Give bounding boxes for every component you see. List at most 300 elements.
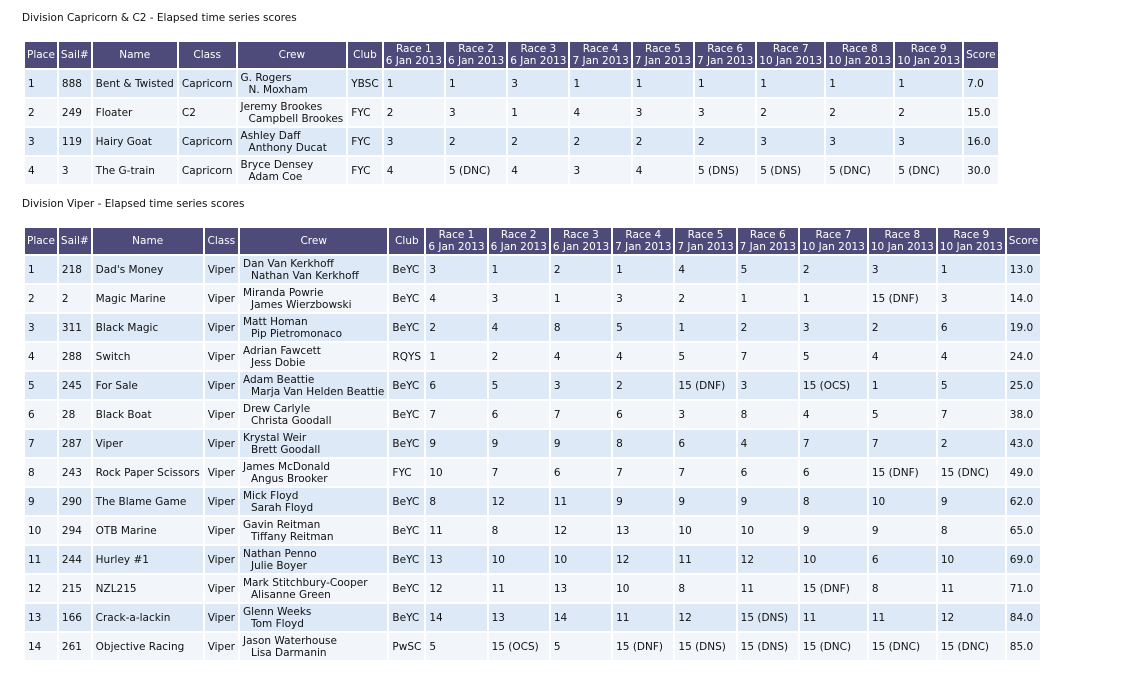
race-header: [800, 228, 867, 254]
race-header: [675, 228, 735, 254]
race-result-cell: 12: [489, 488, 549, 515]
sail-cell: 294: [59, 517, 91, 544]
race-result-cell: 3: [800, 314, 867, 341]
race-date: 10 Jan 2013: [897, 55, 961, 67]
race-result-cell: 5 (DNS): [757, 157, 824, 184]
crew-member: Tom Floyd: [251, 617, 304, 630]
race-result-cell: 5: [551, 633, 611, 660]
race-header: [695, 42, 755, 68]
race-result-cell: 9: [869, 517, 936, 544]
sail-header: Sail#: [59, 228, 91, 254]
race-result-cell: 3: [895, 128, 962, 155]
crew-member: Jess Dobie: [251, 356, 306, 369]
race-header: [738, 228, 798, 254]
race-label: Race 8: [841, 43, 878, 55]
table-row: [25, 459, 1040, 486]
crew-cell: [240, 517, 387, 544]
race-result-cell: 3: [508, 70, 568, 97]
race-label: Race 6: [707, 43, 744, 55]
race-label: Race 7: [772, 43, 809, 55]
class-cell: Viper: [205, 256, 238, 283]
table-row: [25, 401, 1040, 428]
table-body: [25, 256, 1040, 660]
race-result-cell: 8: [738, 401, 798, 428]
boat-name-cell: Hurley #1: [93, 546, 203, 573]
race-result-cell: 1: [938, 256, 1005, 283]
class-cell: Viper: [205, 372, 238, 399]
crew-cell: [240, 372, 387, 399]
race-result-cell: 2: [895, 99, 962, 126]
race-result-cell: 11: [613, 604, 673, 631]
crew-member: Adam Coe: [248, 170, 303, 183]
class-cell: Viper: [205, 343, 238, 370]
race-result-cell: 1: [869, 372, 936, 399]
crew-member: Tiffany Reitman: [251, 530, 334, 543]
race-result-cell: 1: [895, 70, 962, 97]
sail-cell: 28: [59, 401, 91, 428]
boat-name-cell: The G-train: [93, 157, 177, 184]
race-result-cell: 12: [675, 604, 735, 631]
club-cell: BeYC: [389, 604, 424, 631]
race-date: 10 Jan 2013: [939, 241, 1003, 253]
race-date: 7 Jan 2013: [615, 241, 672, 253]
club-cell: FYC: [389, 459, 424, 486]
race-result-cell: 2: [738, 314, 798, 341]
crew-member: Lisa Darmanin: [251, 646, 327, 659]
race-result-cell: 8: [426, 488, 486, 515]
club-cell: BeYC: [389, 372, 424, 399]
race-result-cell: 11: [938, 575, 1005, 602]
boat-name-cell: Viper: [93, 430, 203, 457]
class-cell: Viper: [205, 488, 238, 515]
sail-cell: 166: [59, 604, 91, 631]
score-cell: 24.0: [1007, 343, 1040, 370]
sail-cell: 261: [59, 633, 91, 660]
score-cell: 13.0: [1007, 256, 1040, 283]
race-label: Race 1: [395, 43, 432, 55]
class-cell: Capricorn: [179, 157, 236, 184]
boat-name-cell: The Blame Game: [93, 488, 203, 515]
race-result-cell: 6: [551, 459, 611, 486]
race-result-cell: 7: [738, 343, 798, 370]
race-result-cell: 15 (DNC): [869, 633, 936, 660]
crew-cell: [238, 157, 347, 184]
race-header: [938, 228, 1005, 254]
race-result-cell: 6: [869, 546, 936, 573]
race-result-cell: 1: [738, 285, 798, 312]
race-date: 7 Jan 2013: [677, 241, 734, 253]
table-row: [25, 343, 1040, 370]
race-header: [508, 42, 568, 68]
race-result-cell: 13: [613, 517, 673, 544]
crew-cell: [240, 314, 387, 341]
race-result-cell: 11: [800, 604, 867, 631]
race-result-cell: 1: [800, 285, 867, 312]
boat-name-cell: OTB Marine: [93, 517, 203, 544]
race-result-cell: 2: [570, 128, 630, 155]
score-cell: 49.0: [1007, 459, 1040, 486]
race-result-cell: 1: [446, 70, 506, 97]
class-header: Class: [179, 42, 236, 68]
boat-name-cell: Rock Paper Scissors: [93, 459, 203, 486]
place-cell: 1: [25, 70, 57, 97]
crew-cell: [238, 128, 347, 155]
race-date: 6 Jan 2013: [385, 55, 442, 67]
race-result-cell: 10: [675, 517, 735, 544]
table-row: [25, 488, 1040, 515]
table-row: [25, 633, 1040, 660]
race-result-cell: 7: [426, 401, 486, 428]
club-cell: BeYC: [389, 401, 424, 428]
race-result-cell: 2: [426, 314, 486, 341]
race-result-cell: 2: [446, 128, 506, 155]
race-result-cell: 4: [384, 157, 444, 184]
race-result-cell: 9: [613, 488, 673, 515]
score-cell: 16.0: [964, 128, 997, 155]
race-result-cell: 6: [489, 401, 549, 428]
club-cell: PwSC: [389, 633, 424, 660]
class-cell: Viper: [205, 633, 238, 660]
place-cell: 11: [25, 546, 57, 573]
race-date: 7 Jan 2013: [572, 55, 629, 67]
race-result-cell: 11: [675, 546, 735, 573]
table-row: [25, 604, 1040, 631]
race-result-cell: 5: [869, 401, 936, 428]
crew-skipper: Gavin Reitman: [243, 518, 321, 531]
race-result-cell: 10: [800, 546, 867, 573]
boat-name-cell: Hairy Goat: [93, 128, 177, 155]
crew-member: Anthony Ducat: [248, 141, 327, 154]
place-cell: 14: [25, 633, 57, 660]
table-header: [25, 228, 1040, 254]
race-result-cell: 3: [826, 128, 893, 155]
club-cell: BeYC: [389, 314, 424, 341]
race-result-cell: 15 (DNF): [869, 285, 936, 312]
place-cell: 10: [25, 517, 57, 544]
race-result-cell: 4: [551, 343, 611, 370]
race-result-cell: 9: [489, 430, 549, 457]
race-result-cell: 15 (DNS): [675, 633, 735, 660]
race-result-cell: 12: [613, 546, 673, 573]
race-result-cell: 2: [633, 128, 693, 155]
crew-member: Brett Goodall: [251, 443, 321, 456]
race-result-cell: 1: [613, 256, 673, 283]
place-cell: 8: [25, 459, 57, 486]
crew-cell: [240, 575, 387, 602]
race-result-cell: 1: [757, 70, 824, 97]
race-result-cell: 4: [675, 256, 735, 283]
race-result-cell: 7: [800, 430, 867, 457]
crew-skipper: Mark Stitchbury-Cooper: [243, 576, 368, 589]
race-result-cell: 5: [800, 343, 867, 370]
race-result-cell: 3: [446, 99, 506, 126]
boat-name-cell: Floater: [93, 99, 177, 126]
race-result-cell: 9: [938, 488, 1005, 515]
boat-name-cell: Dad's Money: [93, 256, 203, 283]
race-result-cell: 8: [551, 314, 611, 341]
crew-member: Pip Pietromonaco: [251, 327, 343, 340]
crew-cell: [240, 285, 387, 312]
club-cell: RQYS: [389, 343, 424, 370]
score-cell: 14.0: [1007, 285, 1040, 312]
sail-cell: 311: [59, 314, 91, 341]
race-result-cell: 3: [869, 256, 936, 283]
club-cell: FYC: [348, 128, 381, 155]
crew-cell: [240, 459, 387, 486]
table-header: [25, 42, 998, 68]
club-cell: BeYC: [389, 517, 424, 544]
crew-skipper: Ashley Daff: [240, 129, 301, 142]
race-result-cell: 7: [675, 459, 735, 486]
club-header: Club: [348, 42, 381, 68]
table-row: [25, 256, 1040, 283]
table-row: [25, 157, 998, 184]
place-cell: 12: [25, 575, 57, 602]
race-result-cell: 6: [738, 459, 798, 486]
race-result-cell: 3: [633, 99, 693, 126]
race-header: [551, 228, 611, 254]
crew-skipper: Bryce Densey: [240, 158, 314, 171]
club-header: Club: [389, 228, 424, 254]
race-date: 6 Jan 2013: [552, 241, 610, 253]
race-result-cell: 15 (DNC): [800, 633, 867, 660]
race-result-cell: 14: [426, 604, 486, 631]
race-result-cell: 12: [551, 517, 611, 544]
boat-name-cell: Magic Marine: [93, 285, 203, 312]
race-result-cell: 8: [613, 430, 673, 457]
sail-cell: 215: [59, 575, 91, 602]
division-viper-table: [23, 226, 1042, 662]
boat-name-cell: Black Boat: [93, 401, 203, 428]
crew-cell: [240, 488, 387, 515]
race-result-cell: 8: [938, 517, 1005, 544]
crew-cell: [240, 343, 387, 370]
race-date: 7 Jan 2013: [739, 241, 796, 253]
race-result-cell: 2: [869, 314, 936, 341]
class-cell: Viper: [205, 459, 238, 486]
race-result-cell: 15 (DNC): [938, 459, 1005, 486]
score-cell: 69.0: [1007, 546, 1040, 573]
crew-member: Julie Boyer: [251, 559, 308, 572]
table-row: [25, 285, 1040, 312]
crew-member: James Wierzbowski: [251, 298, 352, 311]
race-result-cell: 6: [675, 430, 735, 457]
table-row: [25, 372, 1040, 399]
class-cell: Viper: [205, 430, 238, 457]
crew-skipper: Glenn Weeks: [243, 605, 312, 618]
race-label: Race 3: [563, 229, 599, 241]
race-result-cell: 8: [869, 575, 936, 602]
club-cell: FYC: [348, 99, 381, 126]
crew-member: Christa Goodall: [251, 414, 332, 427]
sail-cell: 245: [59, 372, 91, 399]
race-result-cell: 3: [426, 256, 486, 283]
crew-member: Marja Van Helden Beattie: [251, 385, 385, 398]
division-capricorn-title: Division Capricorn & C2 - Elapsed time series scores: [22, 12, 297, 24]
race-result-cell: 3: [613, 285, 673, 312]
sail-cell: 244: [59, 546, 91, 573]
class-cell: Viper: [205, 575, 238, 602]
race-result-cell: 4: [738, 430, 798, 457]
race-result-cell: 7: [489, 459, 549, 486]
race-result-cell: 6: [938, 314, 1005, 341]
race-header: [384, 42, 444, 68]
race-result-cell: 10: [738, 517, 798, 544]
race-label: Race 4: [625, 229, 662, 241]
race-label: Race 7: [815, 229, 852, 241]
race-result-cell: 2: [800, 256, 867, 283]
crew-cell: [238, 99, 347, 126]
race-header: [446, 42, 506, 68]
place-cell: 2: [25, 285, 57, 312]
race-result-cell: 1: [826, 70, 893, 97]
race-label: Race 2: [500, 229, 537, 241]
race-result-cell: 2: [551, 256, 611, 283]
race-label: Race 8: [884, 229, 921, 241]
sail-cell: 290: [59, 488, 91, 515]
race-result-cell: 15 (DNS): [738, 604, 798, 631]
race-result-cell: 5: [489, 372, 549, 399]
race-result-cell: 12: [426, 575, 486, 602]
race-result-cell: 4: [570, 99, 630, 126]
class-header: Class: [205, 228, 238, 254]
race-result-cell: 10: [489, 546, 549, 573]
race-header: [489, 228, 549, 254]
place-cell: 3: [25, 128, 57, 155]
table-row: [25, 128, 998, 155]
race-result-cell: 15 (DNC): [938, 633, 1005, 660]
race-result-cell: 3: [675, 401, 735, 428]
race-date: 7 Jan 2013: [697, 55, 754, 67]
boat-name-cell: Crack-a-lackin: [93, 604, 203, 631]
boat-name-cell: NZL215: [93, 575, 203, 602]
boat-name-cell: For Sale: [93, 372, 203, 399]
race-header: [613, 228, 673, 254]
race-result-cell: 3: [384, 128, 444, 155]
race-result-cell: 9: [426, 430, 486, 457]
race-result-cell: 2: [613, 372, 673, 399]
race-result-cell: 5 (DNC): [895, 157, 962, 184]
table-row: [25, 314, 1040, 341]
race-result-cell: 3: [938, 285, 1005, 312]
sail-cell: 243: [59, 459, 91, 486]
score-cell: 7.0: [964, 70, 997, 97]
race-result-cell: 15 (DNS): [738, 633, 798, 660]
table-row: [25, 575, 1040, 602]
crew-header: Crew: [238, 42, 347, 68]
race-result-cell: 2: [938, 430, 1005, 457]
race-result-cell: 4: [489, 314, 549, 341]
race-result-cell: 1: [675, 314, 735, 341]
race-label: Race 3: [520, 43, 557, 55]
division-viper-title: Division Viper - Elapsed time series scores: [22, 198, 245, 210]
crew-skipper: Nathan Penno: [243, 547, 317, 560]
race-result-cell: 7: [551, 401, 611, 428]
race-result-cell: 7: [869, 430, 936, 457]
race-result-cell: 3: [757, 128, 824, 155]
crew-cell: [240, 633, 387, 660]
score-cell: 85.0: [1007, 633, 1040, 660]
class-cell: Viper: [205, 546, 238, 573]
race-result-cell: 2: [826, 99, 893, 126]
place-header: Place: [25, 228, 57, 254]
race-result-cell: 1: [633, 70, 693, 97]
race-result-cell: 11: [869, 604, 936, 631]
race-result-cell: 3: [551, 372, 611, 399]
race-date: 6 Jan 2013: [447, 55, 505, 67]
crew-skipper: James McDonald: [243, 460, 331, 473]
crew-member: Campbell Brookes: [248, 112, 344, 125]
table-row: [25, 99, 998, 126]
score-cell: 71.0: [1007, 575, 1040, 602]
race-result-cell: 4: [633, 157, 693, 184]
club-cell: BeYC: [389, 285, 424, 312]
race-result-cell: 7: [613, 459, 673, 486]
sail-cell: 3: [59, 157, 91, 184]
class-cell: C2: [179, 99, 236, 126]
race-result-cell: 4: [426, 285, 486, 312]
club-cell: BeYC: [389, 575, 424, 602]
table-row: [25, 517, 1040, 544]
place-cell: 9: [25, 488, 57, 515]
race-result-cell: 15 (DNF): [675, 372, 735, 399]
score-header: Score: [964, 42, 997, 68]
name-header: Name: [93, 228, 203, 254]
race-result-cell: 10: [426, 459, 486, 486]
place-cell: 4: [25, 343, 57, 370]
race-result-cell: 5 (DNS): [695, 157, 755, 184]
division-capricorn-table: [23, 40, 1000, 186]
place-cell: 13: [25, 604, 57, 631]
race-label: Race 2: [458, 43, 494, 55]
place-cell: 6: [25, 401, 57, 428]
race-result-cell: 9: [551, 430, 611, 457]
race-result-cell: 1: [695, 70, 755, 97]
race-result-cell: 5: [738, 256, 798, 283]
crew-skipper: Miranda Powrie: [243, 286, 324, 299]
race-result-cell: 9: [675, 488, 735, 515]
score-cell: 19.0: [1007, 314, 1040, 341]
club-cell: YBSC: [348, 70, 381, 97]
crew-member: Angus Brooker: [251, 472, 328, 485]
race-result-cell: 4: [869, 343, 936, 370]
race-label: Race 4: [582, 43, 619, 55]
race-result-cell: 4: [938, 343, 1005, 370]
race-result-cell: 15 (OCS): [800, 372, 867, 399]
crew-skipper: G. Rogers: [240, 71, 292, 84]
race-header: [826, 42, 893, 68]
score-cell: 62.0: [1007, 488, 1040, 515]
score-cell: 15.0: [964, 99, 997, 126]
race-header: [895, 42, 962, 68]
score-cell: 84.0: [1007, 604, 1040, 631]
race-date: 6 Jan 2013: [428, 241, 485, 253]
race-header: [570, 42, 630, 68]
race-date: 10 Jan 2013: [759, 55, 823, 67]
boat-name-cell: Black Magic: [93, 314, 203, 341]
club-cell: BeYC: [389, 546, 424, 573]
sail-cell: 888: [59, 70, 91, 97]
sail-cell: 249: [59, 99, 91, 126]
race-result-cell: 1: [570, 70, 630, 97]
race-result-cell: 1: [551, 285, 611, 312]
race-result-cell: 10: [551, 546, 611, 573]
race-result-cell: 8: [489, 517, 549, 544]
race-result-cell: 14: [551, 604, 611, 631]
race-result-cell: 15 (DNF): [613, 633, 673, 660]
crew-skipper: Krystal Weir: [243, 431, 307, 444]
boat-name-cell: Bent & Twisted: [93, 70, 177, 97]
